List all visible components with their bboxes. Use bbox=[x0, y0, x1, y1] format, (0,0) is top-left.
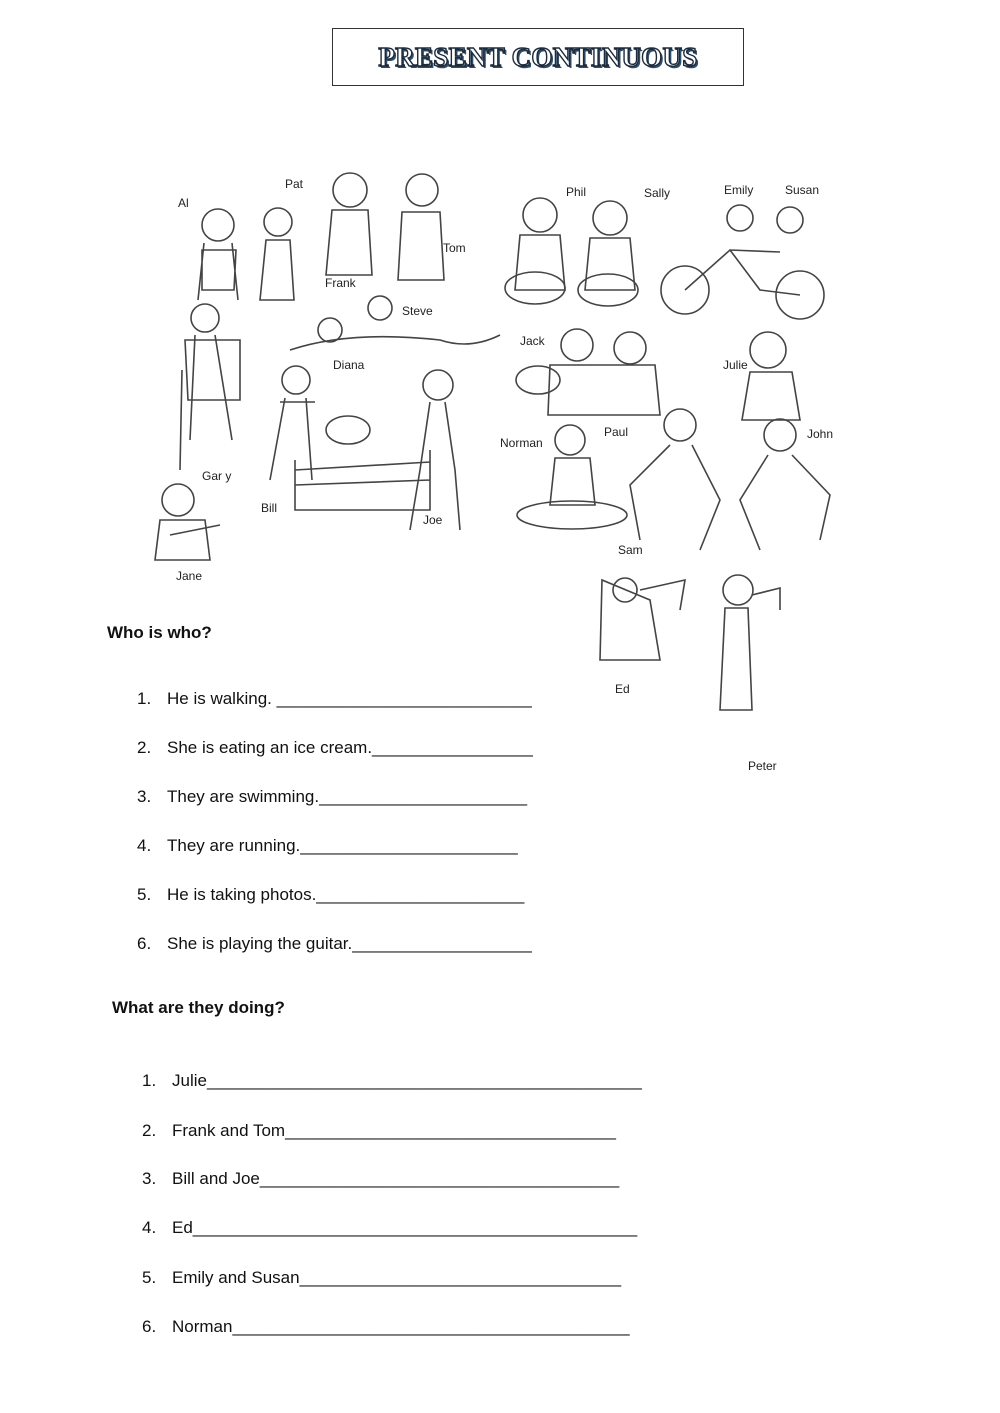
question-item[interactable] bbox=[137, 836, 518, 856]
question-item[interactable] bbox=[142, 1268, 621, 1288]
title-box bbox=[332, 28, 744, 86]
question-number: 2. bbox=[142, 1121, 157, 1140]
name-label: Steve bbox=[402, 304, 433, 318]
question-item[interactable] bbox=[142, 1169, 619, 1189]
name-label: Phil bbox=[566, 185, 587, 199]
question-item[interactable] bbox=[137, 689, 532, 709]
question-text: Emily and Susan__________________________________ bbox=[172, 1268, 622, 1287]
name-label: Julie bbox=[723, 358, 748, 372]
name-label: Al bbox=[178, 196, 189, 210]
question-text: He is taking photos.______________________ bbox=[167, 885, 525, 904]
question-item[interactable] bbox=[142, 1121, 616, 1141]
question-number: 1. bbox=[137, 689, 152, 708]
question-item[interactable] bbox=[137, 934, 532, 954]
name-label: John bbox=[807, 427, 834, 441]
question-number: 5. bbox=[142, 1268, 157, 1287]
name-label: Emily bbox=[724, 183, 754, 197]
section-heading-what-are-they-doing: What are they doing? bbox=[112, 998, 285, 1017]
question-text: Frank and Tom___________________________________ bbox=[172, 1121, 616, 1140]
question-text: They are running._______________________ bbox=[167, 836, 518, 855]
question-number: 4. bbox=[137, 836, 152, 855]
name-label: Jane bbox=[176, 569, 203, 583]
name-label: Frank bbox=[325, 276, 356, 290]
name-label: Susan bbox=[785, 183, 820, 197]
name-label: Tom bbox=[443, 241, 466, 255]
question-text: She is eating an ice cream._________________ bbox=[167, 738, 533, 757]
name-label: Pat bbox=[285, 177, 304, 191]
name-label: Peter bbox=[748, 759, 777, 773]
question-item[interactable] bbox=[137, 787, 527, 807]
question-number: 6. bbox=[137, 934, 152, 953]
name-label: Ed bbox=[615, 682, 630, 696]
name-label: Paul bbox=[604, 425, 629, 439]
question-number: 3. bbox=[142, 1169, 157, 1188]
question-text: She is playing the guitar.___________________ bbox=[167, 934, 532, 953]
question-number: 1. bbox=[142, 1071, 157, 1090]
name-label: Sam bbox=[618, 543, 643, 557]
question-text: Bill and Joe______________________________________ bbox=[172, 1169, 620, 1188]
name-label: Norman bbox=[500, 436, 543, 450]
question-item[interactable] bbox=[137, 738, 533, 758]
name-label: Gar y bbox=[202, 469, 232, 483]
question-number: 5. bbox=[137, 885, 152, 904]
question-number: 4. bbox=[142, 1218, 157, 1237]
name-label: Bill bbox=[261, 501, 278, 515]
question-text: Ed_______________________________________________ bbox=[172, 1218, 638, 1237]
question-text: Norman__________________________________________ bbox=[172, 1317, 630, 1336]
question-item[interactable] bbox=[142, 1071, 642, 1091]
question-item[interactable] bbox=[142, 1218, 637, 1238]
question-item[interactable] bbox=[137, 885, 524, 905]
name-label: Sally bbox=[644, 186, 671, 200]
question-text: They are swimming.______________________ bbox=[167, 787, 528, 806]
name-label: Joe bbox=[423, 513, 443, 527]
name-label: Jack bbox=[520, 334, 545, 348]
question-text: Julie______________________________________________ bbox=[172, 1071, 642, 1090]
section-heading-who-is-who: Who is who? bbox=[107, 623, 212, 642]
question-number: 2. bbox=[137, 738, 152, 757]
question-number: 3. bbox=[137, 787, 152, 806]
question-number: 6. bbox=[142, 1317, 157, 1336]
page-title: PRESENT CONTINUOUS bbox=[378, 41, 698, 72]
question-text: He is walking. ___________________________ bbox=[167, 689, 532, 708]
question-item[interactable] bbox=[142, 1317, 630, 1337]
name-label: Diana bbox=[333, 358, 365, 372]
